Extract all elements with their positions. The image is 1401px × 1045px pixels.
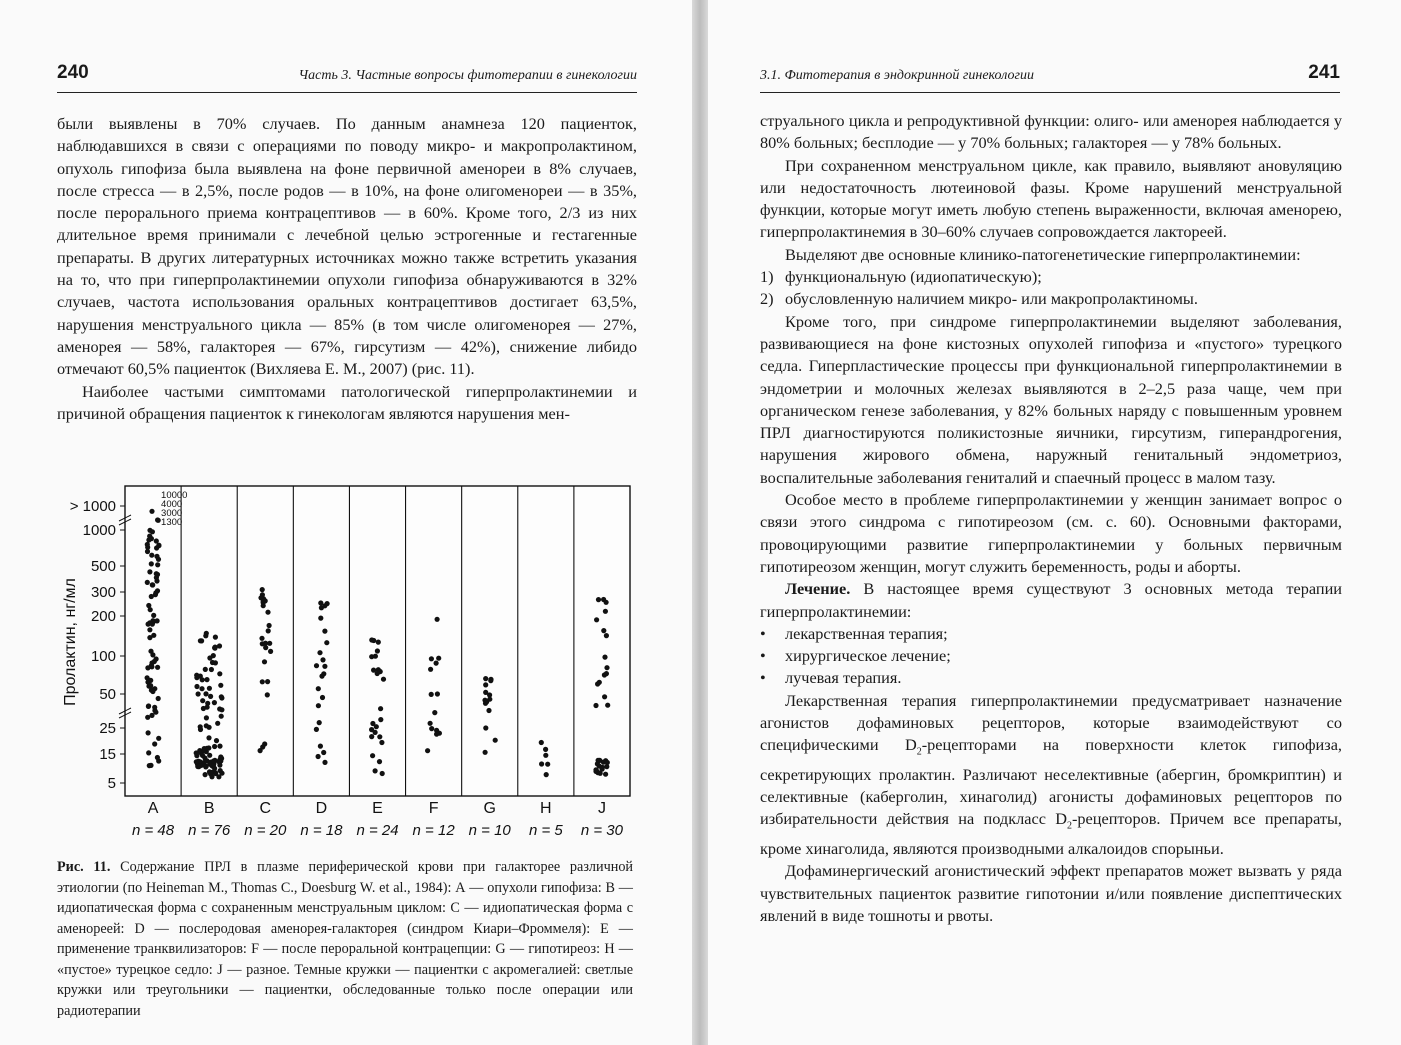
y-axis-label: Пролактин, нг/мл [62, 578, 79, 706]
data-point [376, 640, 381, 645]
paragraph: Особое место в проблеме гиперпролактинемии у женщин занимает вопрос о связи этого синдрома с гипотиреозом (см. с. 60). Основными факторами, провоцирующими развитие гиперпролактинемии у больных первичным гипотиреозом женщин, могут служить беременность, роды и аборты. [760, 490, 1342, 576]
x-category-label: H [540, 800, 552, 817]
data-point [149, 561, 154, 566]
paragraph: струального цикла и репродуктивной функции: олиго- или аменорея наблюдается у 80% больных; бесплодие — у 70% больных; галакторея — у 78% больных. [760, 111, 1342, 153]
data-point [486, 708, 491, 713]
data-point [543, 747, 548, 752]
data-point [267, 641, 272, 646]
data-point [203, 764, 208, 769]
data-point [148, 649, 153, 654]
scatter-plot [57, 478, 637, 848]
data-point [146, 730, 151, 735]
data-point [219, 695, 224, 700]
data-point [371, 668, 376, 673]
list-item: • лекарственная терапия; [760, 623, 948, 643]
data-point [594, 617, 599, 622]
data-point [152, 705, 157, 710]
data-point [429, 692, 434, 697]
data-point [152, 659, 157, 664]
data-point [147, 627, 152, 632]
data-point [373, 730, 378, 735]
data-point [156, 518, 161, 523]
data-point [151, 613, 156, 618]
paragraph: были выявлены в 70% случаев. По данным анамнеза 120 пациенток, наблюдавшихся в связи с операциями по поводу микро- и макропролактином, опухоль гипофиза была выявлена на фоне первичной аменореи в 8% случаев, после стресса — в 2,5%, после родов — в 10%, на фоне олигоменореи — в 35%, после перорального приема контрацептивов — в 60%. Кроме того, 2/3 из них длительное время принимали с лечебной целью эстрогенные и гестагенные препараты. В других литературных источниках можно также встретить указания на то, что при гиперпролактинемии опухоли гипофиза обнаруживаются в 32% случаев, частота использования оральных контрацептивов достигает 63,5%, нарушения менструального цикла — 85% (в том числе олигоменорея — 27%, аменорея — 58%, галакторея — 67%, гирсутизм — 42%), снижение либидо отмечают 60,5% пациенток (Вихляева Е. М., 2007) (рис. 11). [57, 114, 637, 379]
data-point [149, 553, 154, 558]
y-tick-label: 50 [99, 686, 116, 703]
data-point [155, 588, 160, 593]
data-point [149, 688, 154, 693]
data-point [207, 686, 212, 691]
data-point [196, 691, 201, 696]
left-page [0, 0, 692, 1045]
data-point [377, 734, 382, 739]
data-point [259, 636, 264, 641]
data-point [318, 744, 323, 749]
data-point [483, 676, 488, 681]
data-point [425, 748, 430, 753]
data-point [145, 665, 150, 670]
data-point [150, 529, 155, 534]
data-point [602, 672, 607, 677]
y-tick-label: 25 [99, 720, 116, 737]
inset-label: 3000 [161, 508, 183, 519]
x-category-label: C [259, 800, 272, 817]
data-point [201, 706, 206, 711]
data-point [604, 633, 609, 638]
data-point [380, 771, 385, 776]
data-point [210, 660, 215, 665]
figure-caption [57, 857, 633, 1021]
data-point [482, 698, 487, 703]
data-point [156, 696, 161, 701]
data-point [604, 665, 609, 670]
page-number: 240 [57, 62, 89, 83]
data-point [605, 703, 610, 708]
data-point [219, 707, 224, 712]
data-point [435, 617, 440, 622]
data-point [493, 738, 498, 743]
data-point [318, 616, 323, 621]
sample-size-label: n = 12 [412, 822, 455, 839]
data-point [200, 753, 205, 758]
data-point [146, 750, 151, 755]
data-point [204, 631, 209, 636]
data-point [218, 754, 223, 759]
data-point [260, 587, 265, 592]
data-point [147, 569, 152, 574]
paragraph: Лекарственная терапия гиперпролактинемии предусматривает назначение агонистов дофаминовых рецепторов, которые взаимодействуют со специфическими $D_2$-рецепторами на поверхности клеток гипофиза, секретирующих пролактин. Различают неселективные (абергин, бромкриптин) и селективные (каберголин, хинаголид) агонисты дофаминовых рецепторов по избирательности действия на подкласс $D_2$-рецепторов. Причем все препараты, кроме хинаголида, являются производными алкалоидов спорыньи. [760, 690, 1342, 858]
y-tick-label: 100 [90, 648, 116, 665]
list-item: • лучевая терапия. [760, 668, 902, 688]
data-point [265, 692, 270, 697]
x-category-label: F [428, 800, 439, 817]
data-point [370, 753, 375, 758]
y-tick-label: 500 [90, 558, 116, 575]
inset-label: 1300 [161, 517, 183, 528]
list-item: 2) обусловленную наличием микро- или макропролактиномы. [760, 289, 1198, 309]
data-point [373, 654, 378, 659]
data-point [208, 694, 213, 699]
data-point [369, 637, 374, 642]
data-point [605, 760, 610, 765]
inset-label: 10000 [161, 490, 188, 501]
data-point [155, 572, 160, 577]
data-point [434, 732, 439, 737]
data-point [212, 700, 217, 705]
data-point [217, 744, 222, 749]
data-point [219, 771, 224, 776]
data-point [320, 657, 325, 662]
data-point [148, 678, 153, 683]
book-gutter [692, 0, 708, 1045]
data-point [262, 659, 267, 664]
data-point [148, 763, 153, 768]
data-point [155, 618, 160, 623]
data-point [155, 562, 160, 567]
sample-size-label: n = 76 [188, 822, 231, 839]
right-page [708, 0, 1401, 1045]
data-point [145, 549, 150, 554]
data-point [203, 691, 208, 696]
y-tick-label: 300 [90, 584, 116, 601]
data-point [317, 650, 322, 655]
data-point [603, 772, 608, 777]
data-point [483, 750, 488, 755]
x-category-label: G [483, 800, 496, 817]
data-point [320, 695, 325, 700]
data-point [211, 758, 216, 763]
data-point [377, 759, 382, 764]
data-point [381, 677, 386, 682]
data-point [146, 704, 151, 709]
data-point [369, 734, 374, 739]
data-point [544, 772, 549, 777]
bullet-list [760, 623, 1342, 690]
data-point [211, 653, 216, 658]
data-point [428, 721, 433, 726]
y-tick-label: 1000 [82, 522, 116, 539]
data-point [593, 767, 598, 772]
data-point [212, 744, 217, 749]
data-point [154, 578, 159, 583]
data-point [218, 683, 223, 688]
data-point [203, 772, 208, 777]
list-item: • хирургическое лечение; [760, 646, 951, 666]
section-heading: Лечение. [785, 579, 851, 599]
data-point [373, 768, 378, 773]
data-point [219, 714, 224, 719]
data-point [204, 677, 209, 682]
data-point [197, 763, 202, 768]
data-point [156, 736, 161, 741]
data-point [428, 667, 433, 672]
x-category-label: J [597, 800, 606, 817]
data-point [217, 763, 222, 768]
y-tick-label: 200 [90, 608, 116, 625]
numbered-list [760, 266, 1342, 311]
data-point [209, 667, 214, 672]
sample-size-label: n = 18 [300, 822, 343, 839]
data-point [153, 710, 158, 715]
data-point [434, 661, 439, 666]
inset-label: 4000 [161, 499, 183, 510]
data-point [198, 674, 203, 679]
caption-label: Рис. 11. [57, 859, 111, 875]
paragraph: Выделяют две основные клинико-патогенетические гиперпролактинемии: [785, 244, 1301, 264]
data-point [370, 721, 375, 726]
data-point [152, 741, 157, 746]
data-point [545, 762, 550, 767]
sample-size-label: n = 30 [580, 822, 624, 839]
data-point [596, 758, 601, 763]
data-point [200, 698, 205, 703]
data-point [598, 771, 603, 776]
data-point [317, 720, 322, 725]
data-point [378, 706, 383, 711]
data-point [204, 715, 209, 720]
data-point [145, 542, 150, 547]
data-point [150, 622, 155, 627]
sample-size-label: n = 24 [356, 822, 399, 839]
data-point [375, 648, 380, 653]
sample-size-label: n = 5 [528, 822, 563, 839]
data-point [203, 667, 208, 672]
data-point [206, 745, 211, 750]
data-point [204, 723, 209, 728]
data-point [316, 754, 321, 759]
data-point [539, 761, 544, 766]
data-point [260, 679, 265, 684]
data-point [595, 681, 600, 686]
data-point [596, 597, 601, 602]
running-head: Часть 3. Частные вопросы фитотерапии в гинекологии [298, 68, 637, 83]
data-point [205, 701, 210, 706]
data-point [325, 601, 330, 606]
data-point [260, 744, 265, 749]
data-point [487, 697, 492, 702]
y-tick-label: 5 [107, 775, 116, 792]
data-point [266, 628, 271, 633]
body-text [57, 113, 637, 425]
data-point [314, 663, 319, 668]
data-point [314, 727, 319, 732]
paragraph: Наиболее частыми симптомами патологической гиперпролактинемии и причиной обращения пациенток к гинекологам являются нарушения мен- [57, 381, 637, 423]
data-point [213, 771, 218, 776]
data-point [265, 679, 270, 684]
data-point [214, 738, 219, 743]
list-item: 1) функциональную (идиопатическую); [760, 267, 1042, 287]
data-point [432, 710, 437, 715]
paragraph: Лечение. В настоящее время существуют 3 основных метода терапии гиперпролактинемии: [760, 579, 1342, 621]
data-point [194, 750, 199, 755]
paragraph: При сохраненном менструальном цикле, как правило, выявляют ановуляцию или недостаточность лютеиновой фазы. Кроме нарушений менструальной функции, которые могут иметь любую степень выраженности, включая аменорею, гиперпролактинемия в 30–60% случаев сопровождается лактореей. [760, 155, 1342, 242]
sample-size-label: n = 20 [244, 822, 287, 839]
x-category-label: B [203, 800, 215, 817]
page-number: 241 [1308, 62, 1340, 83]
data-point [268, 649, 273, 654]
y-tick-label: > 1000 [69, 498, 116, 515]
data-point [483, 725, 488, 730]
data-point [316, 686, 321, 691]
data-point [194, 684, 199, 689]
data-point [212, 645, 217, 650]
data-point [217, 671, 222, 676]
data-point [321, 750, 326, 755]
data-point [543, 753, 548, 758]
figure-prolactin-plot [57, 478, 637, 848]
data-point [324, 640, 329, 645]
data-point [260, 641, 265, 646]
data-point [199, 686, 204, 691]
data-point [322, 664, 327, 669]
data-point [602, 694, 607, 699]
data-point [488, 677, 493, 682]
data-point [194, 759, 199, 764]
data-point [604, 600, 609, 605]
page-header [57, 62, 637, 93]
data-point [483, 682, 488, 687]
data-point [150, 582, 155, 587]
data-point [322, 629, 327, 634]
y-tick-label: 15 [99, 746, 116, 763]
data-point [321, 671, 326, 676]
data-point [148, 683, 153, 688]
caption-text: Содержание ПРЛ в плазме периферической крови при галакторее различной этиологии (по Heineman M., Thomas C., Doesburg W. et al., 1984): А — опухоли гипофиза: В — идиопатическая форма с сохраненным менструальным циклом: С — идиопатическая форма с аменореей: D — послеродовая аменорея-галакторея (синдром Киари–Фроммеля): Е — применение транквилизаторов: F — после пероральной контрацепции: G — гипотиреоз: Н — «пустое» турецкое седло: J — разное. Темные кружки — пациентки с акромегалией: светлые кружки или треугольники — пациентки, обследованные только после операции или радиотерапии [57, 859, 634, 1019]
data-point [267, 623, 272, 628]
data-point [429, 726, 434, 731]
data-point [154, 554, 159, 559]
sample-size-label: n = 48 [131, 822, 175, 839]
data-point [155, 665, 160, 670]
data-point [147, 635, 152, 640]
data-point [603, 609, 608, 614]
data-point [263, 598, 268, 603]
data-point [593, 703, 598, 708]
page-header [760, 62, 1340, 93]
data-point [198, 727, 203, 732]
data-point [155, 755, 160, 760]
data-point [213, 635, 218, 640]
data-point [199, 638, 204, 643]
data-point [601, 628, 606, 633]
x-category-label: E [372, 800, 383, 817]
data-point [207, 753, 212, 758]
paragraph: Дофаминергический агонистический эффект препаратов может вызвать у ряда чувствительных пациенток развитие гипотонии и/или появление диспептических явлений в виде тошноты и рвоты. [760, 861, 1342, 925]
data-point [206, 735, 211, 740]
paragraph: Кроме того, при синдроме гиперпролактинемии выделяют заболевания, развивающиеся на фоне кистозных опухолей гипофиза и «пустого» турецкого седла. Гиперпластические процессы при функциональной гиперпролактинемии в эндометрии и молочных железах выявляются в 2–2,5 раза чаще, чем при органическом генезе заболевания, у 82% больных наряду с повышенным уровнем ПРЛ диагностируются поликистозные яичники, гирсутизм, гиперандрогения, нарушения жирового обмена, наружный генитальный эндометриоз, воспалительные заболевания гениталий и спаечный процесс в малом тазу. [760, 311, 1342, 487]
data-point [436, 656, 441, 661]
sample-size-label: n = 10 [468, 822, 511, 839]
data-point [435, 691, 440, 696]
data-point [539, 740, 544, 745]
data-point [602, 655, 607, 660]
data-point [146, 603, 151, 608]
data-point [379, 740, 384, 745]
data-point [429, 656, 434, 661]
data-point [202, 746, 207, 751]
data-point [215, 721, 220, 726]
data-point [149, 509, 154, 514]
x-category-label: A [147, 800, 159, 817]
data-point [145, 580, 150, 585]
data-point [217, 643, 222, 648]
data-point [316, 703, 321, 708]
data-point [265, 610, 270, 615]
body-text [760, 110, 1342, 927]
data-point [146, 537, 151, 542]
data-point [154, 545, 159, 550]
data-point [322, 760, 327, 765]
data-point [378, 717, 383, 722]
data-point [212, 766, 217, 771]
x-category-label: D [315, 800, 328, 817]
running-head: 3.1. Фитотерапия в эндокринной гинекологии [760, 68, 1034, 83]
